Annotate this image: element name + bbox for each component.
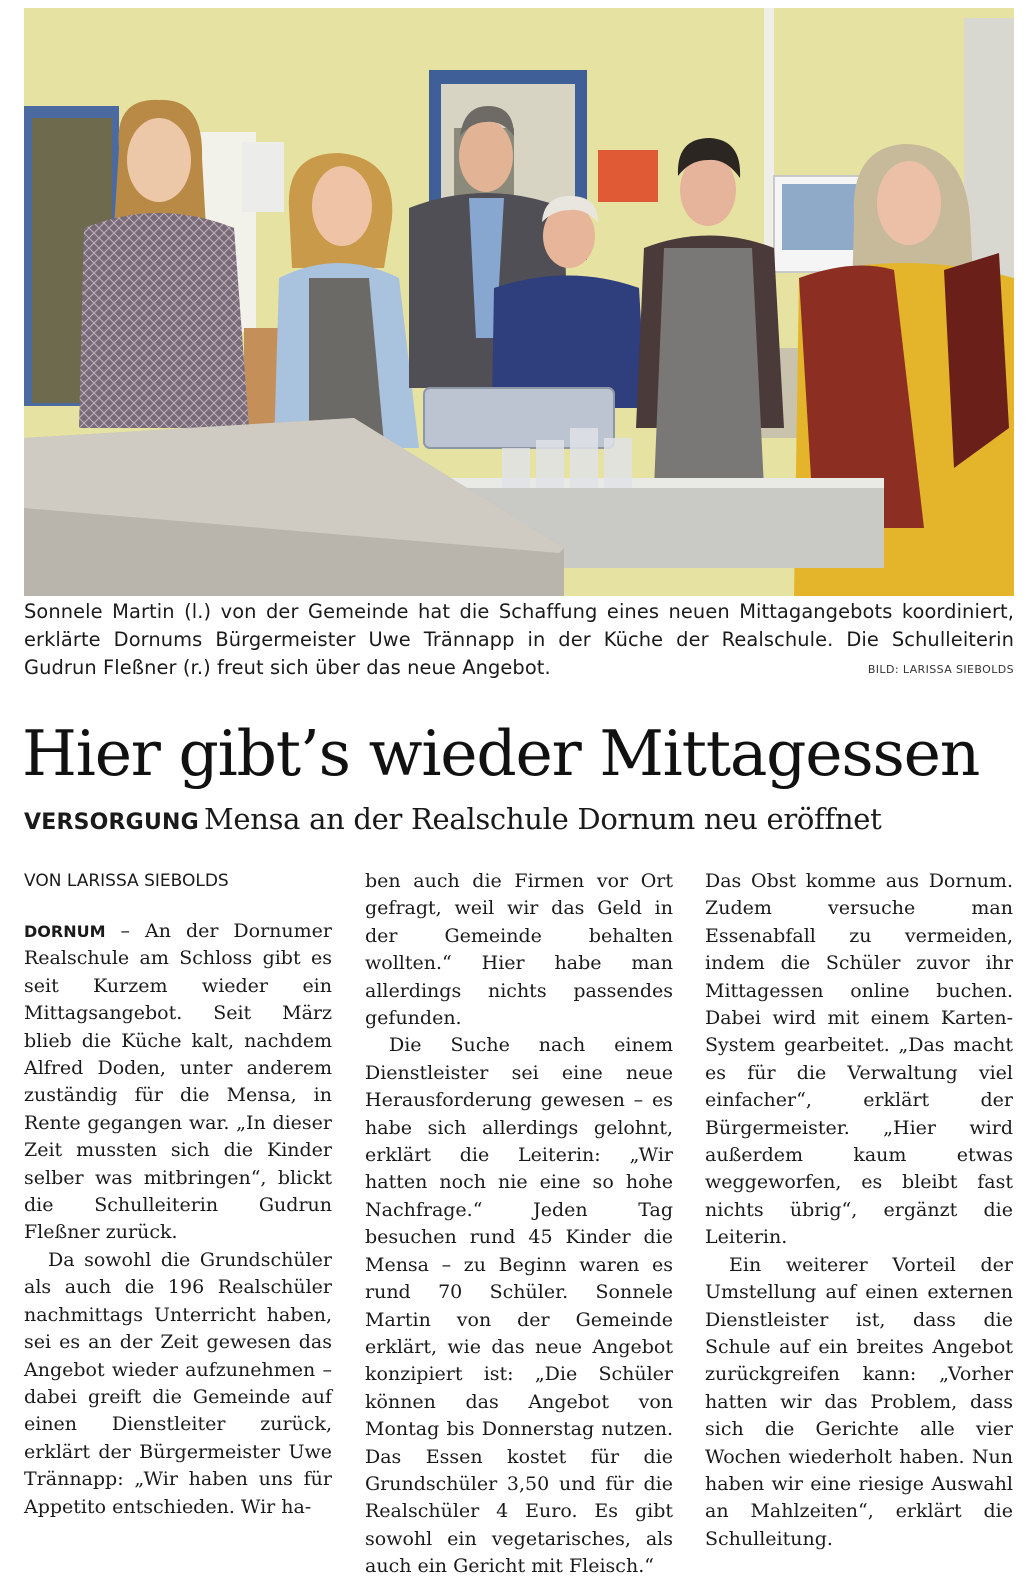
kicker: VERSORGUNG (24, 810, 199, 835)
article-column-3 (705, 868, 1013, 1553)
photo-caption: Sonnele Martin (l.) von der Gemeinde hat die Schaffung eines neuen Mittagangebots koordiniert, erklärte Dornums Bürgermeister Uwe Trännapp in der Küche der Realschule. Die Schulleiterin Gudrun Fleßner (r.) freut sich über das neue Angebot. (24, 600, 1014, 679)
paragraph (24, 918, 332, 1247)
subheadline (24, 802, 1024, 836)
paragraph: Ein weiterer Vorteil der Umstellung auf einen externen Dienstleister ist, dass die Schule auf ein breites Angebot zurückgreifen kann: „Vorher hatten wir das Problem, dass sich die Gerichte alle vier Wochen wiederholt haben. Nun haben wir eine riesige Auswahl an Mahlzeiten“, erklärt die Schulleitung. (705, 1253, 1013, 1550)
paragraph: ben auch die Firmen vor Ort gefragt, weil wir das Geld in der Gemeinde behalten wollten.“ Hier habe man allerdings nichts passendes gefunden. (365, 870, 673, 1030)
article-column-2 (365, 868, 673, 1581)
article-photo (24, 8, 1014, 596)
kitchen-photo-illustration (24, 8, 1014, 596)
byline: VON LARISSA SIEBOLDS (24, 871, 229, 891)
paragraph: Das Obst komme aus Dornum. Zudem versuche man Essenabfall zu vermeiden, indem die Schüler zuvor ihr Mittagessen online buchen. Dabei wird mit einem Karten-System gearbeitet. „Das macht es für die Verwaltung viel einfacher“, erklärt der Bürgermeister. „Hier wird außerdem kaum etwas weggeworfen, es bleibt fast nichts übrig“, ergänzt die Leiterin. (705, 870, 1013, 1249)
dateline: DORNUM (24, 922, 106, 941)
headline: Hier gibt’s wieder Mittagessen (22, 717, 980, 790)
subtitle: Mensa an der Realschule Dornum neu eröffnet (203, 802, 882, 836)
photo-credit: BILD: LARISSA SIEBOLDS (867, 663, 1014, 676)
paragraph-text: – An der Dornumer Realschule am Schloss gibt es seit Kurzem wieder ein Mittagsangebot. Seit März blieb die Küche kalt, nachdem Alfred Doden, unter anderem zuständig für die Mensa, in Rente gegangen war. „In dieser Zeit mussten sich die Kinder selber was mitbringen“, blickt die Schulleiterin Gudrun Fleßner zurück. (24, 920, 332, 1244)
article-column-1 (24, 868, 332, 1521)
paragraph: Die Suche nach einem Dienstleister sei eine neue Herausforderung gewesen – es habe sich allerdings gelohnt, erklärt die Leiterin: „Wir hatten noch nie eine so hohe Nachfrage.“ Jeden Tag besuchen rund 45 Kinder die Mensa – zu Beginn waren es rund 70 Schüler. Sonnele Martin von der Gemeinde erklärt, wie das neue Angebot konzipiert ist: „Die Schüler können das Angebot von Montag bis Donnerstag nutzen. Das Essen kostet für die Grundschüler 3,50 und für die Realschüler 4 Euro. Es gibt sowohl ein vegetarisches, als auch ein Gericht mit Fleisch.“ (365, 1034, 673, 1578)
paragraph: Da sowohl die Grundschüler als auch die 196 Realschüler nachmittags Unterricht haben, sei es an der Zeit gewesen das Angebot wieder aufzunehmen – dabei greift die Gemeinde auf einen Dienstleiter zurück, erklärt der Bürgermeister Uwe Trännapp: „Wir haben uns für Appetito entschieden. Wir ha- (24, 1248, 332, 1518)
